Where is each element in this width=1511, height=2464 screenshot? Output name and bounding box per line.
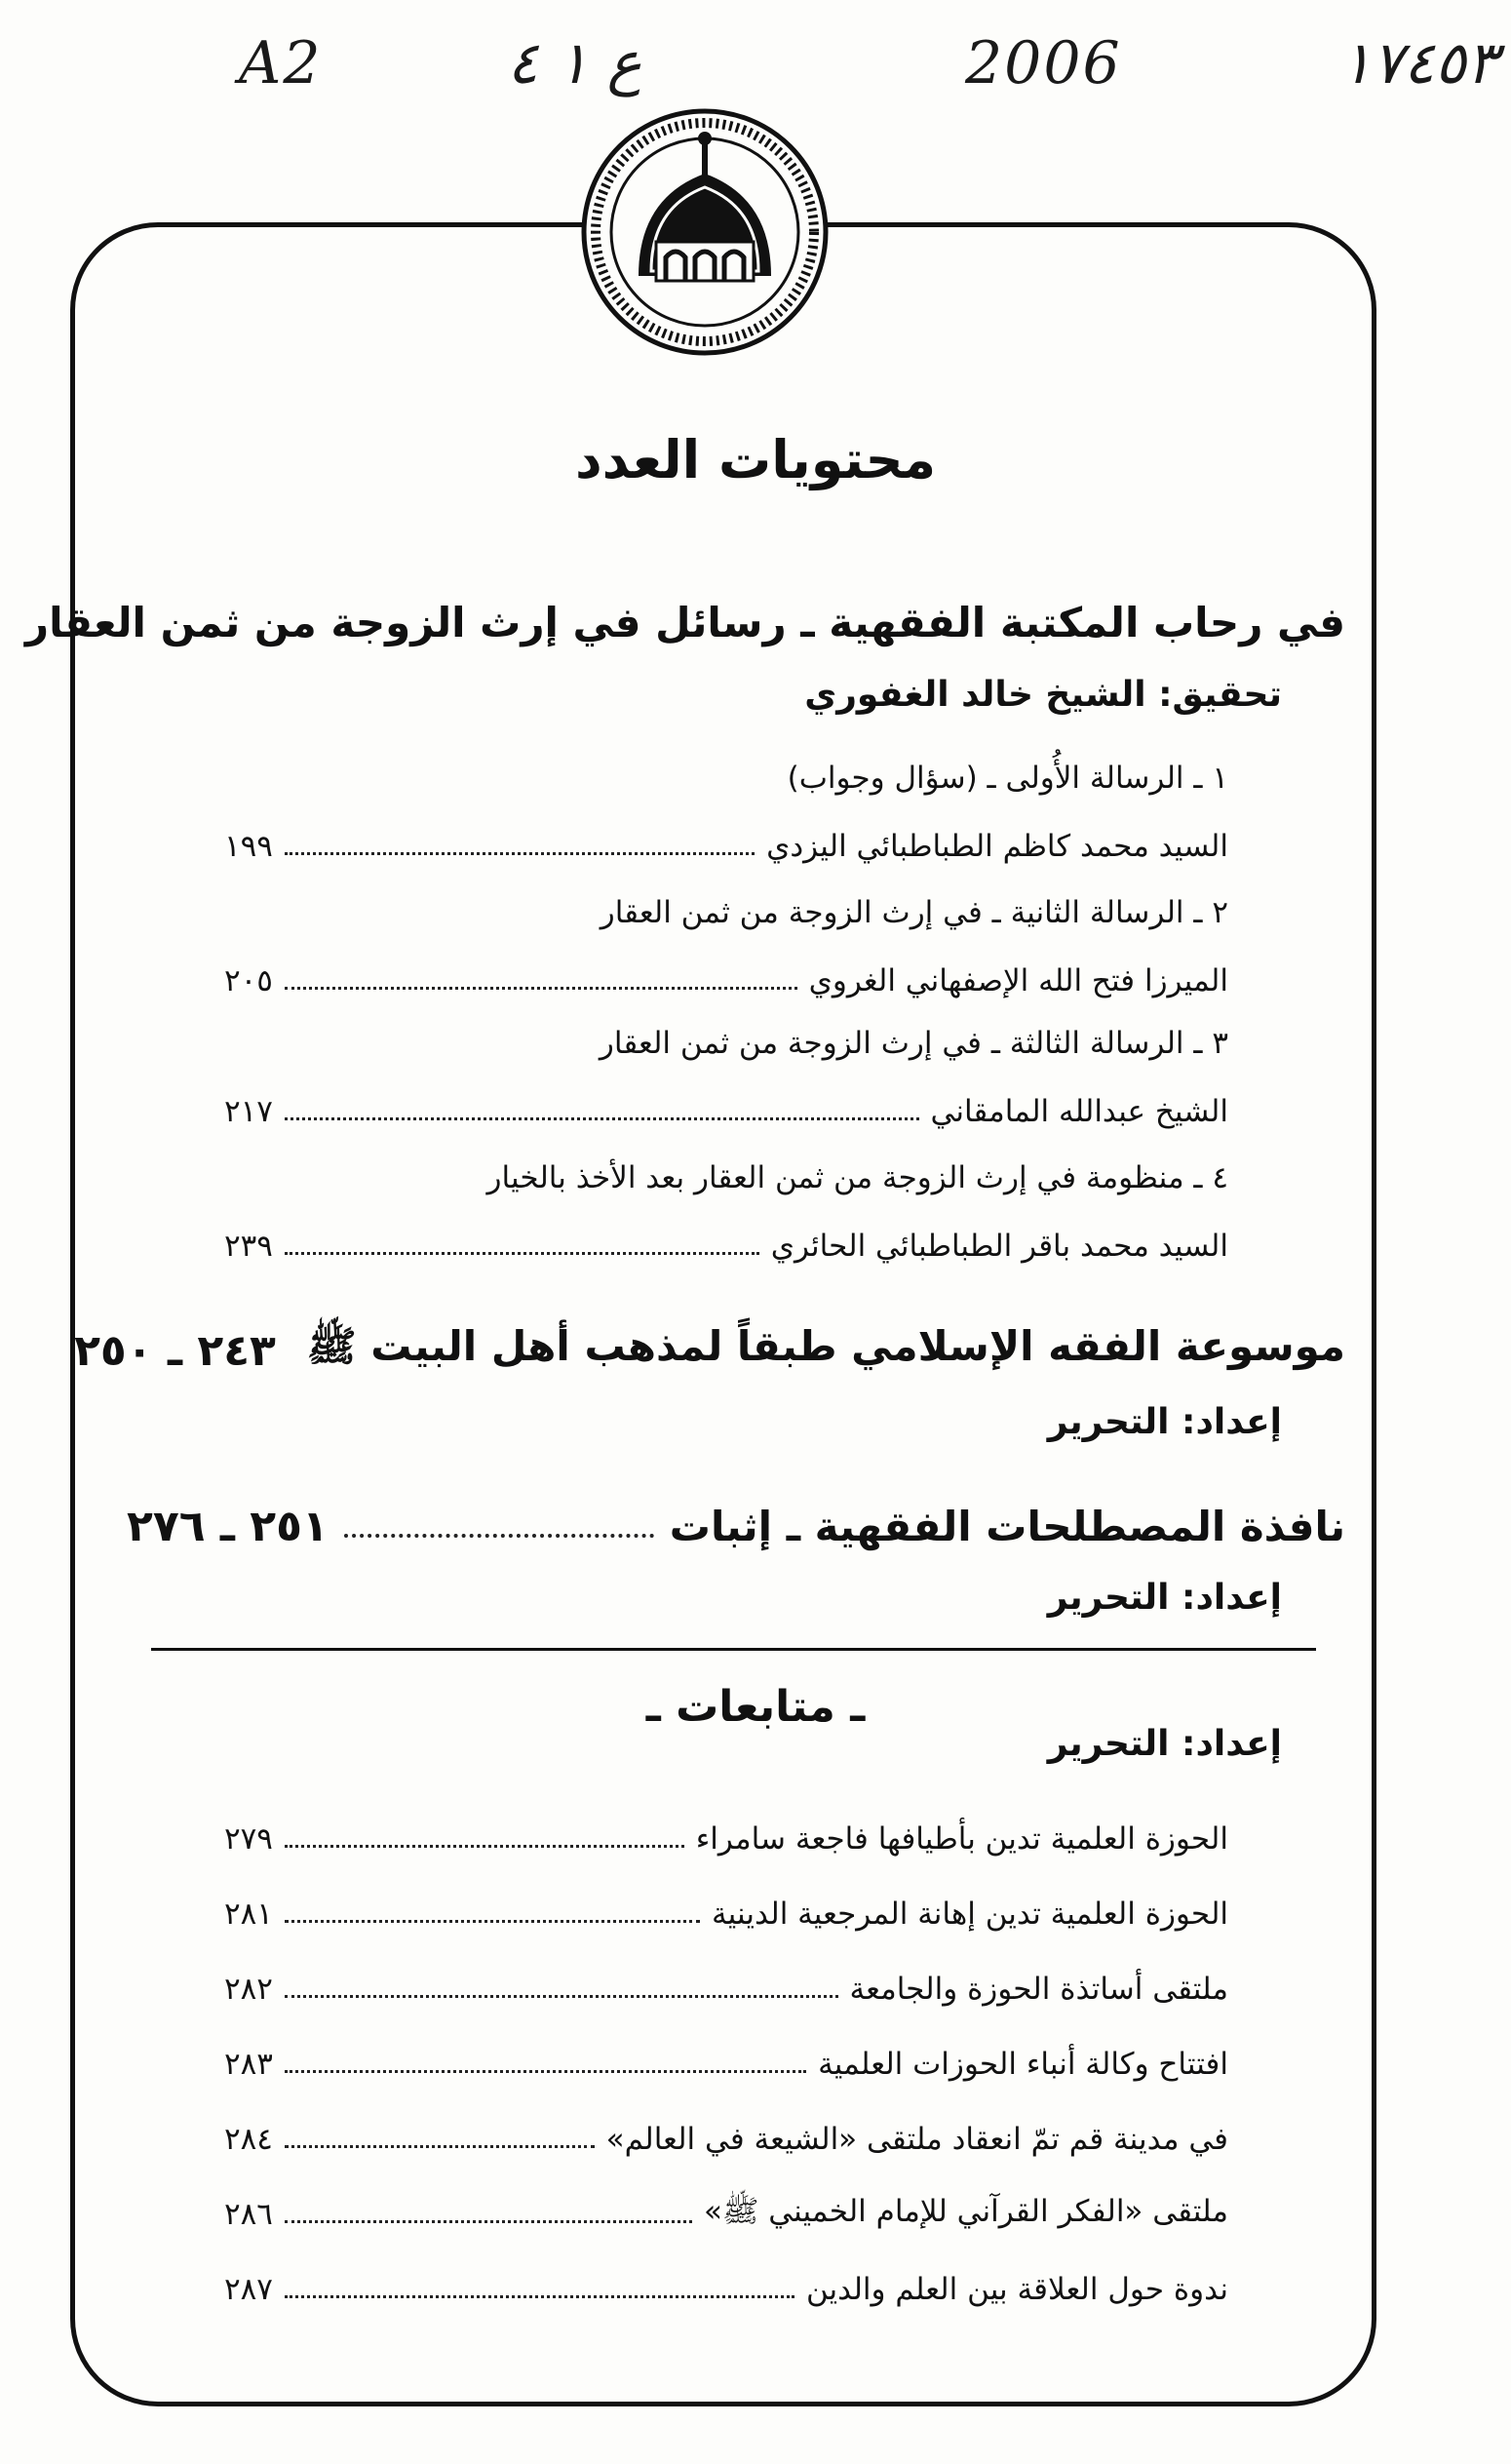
toc-item-author: الشيخ عبدالله المامقاني	[930, 1094, 1228, 1129]
toc-item-title: ندوة حول العلاقة بين العلم والدين	[805, 2272, 1228, 2307]
toc-item-author: السيد محمد باقر الطباطبائي الحائري	[770, 1229, 1228, 1264]
handwritten-note: A2	[239, 29, 323, 98]
toc-entry	[224, 2114, 1228, 2165]
toc-entry	[224, 1086, 1228, 1137]
toc-entry	[224, 1964, 1228, 2014]
leader-dots	[344, 1514, 654, 1538]
toc-page: ١٩٩	[224, 829, 273, 864]
leader-dots	[285, 2056, 806, 2073]
section-credit: إعداد: التحرير	[1047, 1578, 1282, 1618]
toc-page: ٢٨٦	[224, 2197, 273, 2232]
toc-item-author: السيد محمد كاظم الطباطبائي اليزدي	[766, 829, 1228, 864]
leader-dots	[285, 1906, 700, 1923]
handwritten-note: ع ١ ٤	[507, 29, 642, 98]
leader-dots	[285, 973, 797, 990]
section-credit: تحقيق: الشيخ خالد الغفوري	[804, 675, 1282, 715]
page-range: ٢٥١ ـ ٢٧٦	[127, 1501, 329, 1551]
toc-item-title: ٢ ـ الرسالة الثانية ـ في إرث الزوجة من ثمن العقار	[600, 895, 1228, 930]
page-range: ٢٤٣ ـ ٢٥٠	[74, 1325, 276, 1376]
toc-page: ٢٨٤	[224, 2122, 273, 2157]
toc-entry	[224, 2264, 1228, 2315]
seal-logo	[578, 105, 832, 359]
toc-entry	[224, 2189, 1228, 2240]
section-title: نافذة المصطلحات الفقهية ـ إثبات	[669, 1502, 1345, 1550]
toc-page: ٢٨٧	[224, 2272, 273, 2307]
toc-page: ٢٨٢	[224, 1972, 273, 2007]
section-heading	[127, 1492, 1345, 1560]
toc-item-title: الحوزة العلمية تدين بأطيافها فاجعة سامراء	[695, 1821, 1228, 1857]
toc-page: ٢٧٩	[224, 1821, 273, 1857]
toc-entry	[224, 821, 1228, 872]
toc-item-title: ملتقى «الفكر القرآني للإمام الخميني ﷺ»	[703, 2193, 1228, 2229]
toc-entry	[224, 1221, 1228, 1271]
toc-item-title: ٣ ـ الرسالة الثالثة ـ في إرث الزوجة من ثمن العقار	[599, 1026, 1228, 1061]
toc-item-title: ملتقى أساتذة الحوزة والجامعة	[849, 1972, 1228, 2007]
leader-dots	[285, 2132, 595, 2148]
section-title: في رحاب المكتبة الفقهية ـ رسائل في إرث الزوجة من ثمن العقار	[24, 598, 1345, 646]
toc-entry	[224, 1814, 1228, 1864]
toc-page: ٢٨١	[224, 1897, 273, 1932]
leader-dots	[285, 1831, 684, 1848]
leader-dots	[285, 2282, 794, 2298]
section-heading	[24, 588, 1345, 656]
toc-item-title: في مدينة قم تمّ انعقاد ملتقى «الشيعة في العالم»	[605, 2122, 1228, 2157]
handwritten-note: 2006	[965, 29, 1122, 98]
leader-dots	[285, 839, 755, 855]
section-credit: إعداد: التحرير	[1047, 1724, 1282, 1764]
leader-dots	[285, 1238, 759, 1255]
page-title: محتويات العدد	[574, 429, 937, 490]
toc-item-author: الميرزا فتح الله الإصفهاني الغروي	[808, 963, 1228, 998]
toc-item-title: الحوزة العلمية تدين إهانة المرجعية الدينية	[712, 1897, 1228, 1932]
handwritten-note: ١٧٤٥٣	[1340, 29, 1498, 98]
toc-entry	[224, 956, 1228, 1006]
toc-item-title: افتتاح وكالة أنباء الحوزات العلمية	[818, 2047, 1228, 2082]
toc-entry	[224, 1889, 1228, 1939]
toc-page: ٢١٧	[224, 1094, 273, 1129]
section-heading	[74, 1316, 1345, 1385]
leader-dots	[285, 1981, 838, 1998]
section-title: موسوعة الفقه الإسلامي طبقاً لمذهب أهل البيت ﷺ	[306, 1321, 1345, 1370]
divider	[151, 1648, 1316, 1651]
toc-item-title: ٤ ـ منظومة في إرث الزوجة من ثمن العقار بعد الأخذ بالخيار	[486, 1160, 1228, 1195]
toc-entry	[224, 2039, 1228, 2090]
section-credit: إعداد: التحرير	[1047, 1402, 1282, 1442]
leader-dots	[285, 1104, 919, 1120]
toc-page: ٢٨٣	[224, 2047, 273, 2082]
leader-dots	[285, 2207, 692, 2223]
toc-page: ٢٣٩	[224, 1229, 273, 1264]
follow-ups-heading: ـ متابعات ـ	[645, 1682, 866, 1732]
toc-item-title: ١ ـ الرسالة الأُولى ـ (سؤال وجواب)	[787, 761, 1228, 796]
toc-page: ٢٠٥	[224, 963, 273, 998]
